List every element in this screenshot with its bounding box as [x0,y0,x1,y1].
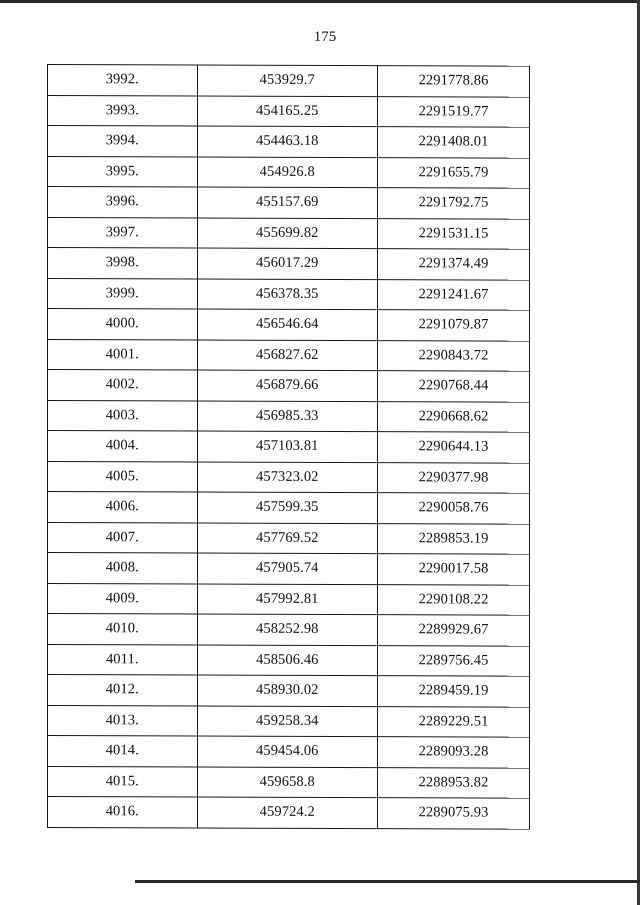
y-coordinate-cell: 2290644.13 [378,432,530,463]
y-coordinate-cell: 2290768.44 [378,371,530,402]
y-coordinate-cell: 2290843.72 [378,340,530,371]
y-coordinate-cell: 2291531.15 [378,218,530,249]
point-number-cell: 4007. [48,522,198,553]
x-coordinate-cell: 453929.7 [197,65,378,96]
table-row [48,278,530,310]
y-coordinate-cell: 2289229.51 [378,706,530,737]
y-coordinate-cell: 2289853.19 [378,523,530,554]
y-coordinate-cell: 2289756.45 [378,645,530,676]
scan-edge-top [0,0,640,3]
table-row [48,339,530,371]
x-coordinate-cell: 456546.64 [197,309,378,340]
table-row [48,766,530,798]
coordinate-table [47,64,530,829]
point-number-cell: 4013. [48,705,198,736]
y-coordinate-cell: 2290108.22 [378,584,530,615]
y-coordinate-cell: 2289929.67 [378,615,530,646]
table-row [48,797,530,829]
table-row [48,675,530,707]
table-row [48,126,530,158]
point-number-cell: 4011. [48,644,198,675]
point-number-cell: 4006. [48,492,198,523]
y-coordinate-cell: 2291519.77 [378,96,530,127]
x-coordinate-cell: 457769.52 [197,523,378,554]
x-coordinate-cell: 457992.81 [197,584,378,615]
table-row [48,583,530,615]
point-number-cell: 3993. [48,95,198,126]
point-number-cell: 3996. [48,187,198,218]
point-number-cell: 4014. [48,736,198,767]
table-row [48,461,530,493]
x-coordinate-cell: 454463.18 [197,126,378,157]
point-number-cell: 4008. [48,553,198,584]
table-row [48,492,530,524]
x-coordinate-cell: 454165.25 [197,96,378,127]
x-coordinate-cell: 457905.74 [197,553,378,584]
y-coordinate-cell: 2291655.79 [378,157,530,188]
x-coordinate-cell: 457103.81 [197,431,378,462]
table-row [48,736,530,768]
table-row [48,187,530,219]
y-coordinate-cell: 2291778.86 [378,66,530,97]
point-number-cell: 3995. [48,156,198,187]
point-number-cell: 4010. [48,614,198,645]
x-coordinate-cell: 455157.69 [197,187,378,218]
point-number-cell: 4016. [48,797,198,828]
coordinate-table-body [48,65,530,829]
y-coordinate-cell: 2291792.75 [378,188,530,219]
x-coordinate-cell: 456378.35 [197,279,378,310]
table-row [48,370,530,402]
table-row [48,644,530,676]
y-coordinate-cell: 2289093.28 [378,737,530,768]
point-number-cell: 4001. [48,339,198,370]
x-coordinate-cell: 459724.2 [197,797,378,828]
point-number-cell: 4002. [48,370,198,401]
y-coordinate-cell: 2291408.01 [378,127,530,158]
table-row [48,614,530,646]
x-coordinate-cell: 457599.35 [197,492,378,523]
point-number-cell: 4004. [48,431,198,462]
table-row [48,65,530,97]
y-coordinate-cell: 2291241.67 [378,279,530,310]
point-number-cell: 3992. [48,65,198,96]
y-coordinate-cell: 2290377.98 [378,462,530,493]
x-coordinate-cell: 456827.62 [197,340,378,371]
table-row [48,156,530,188]
table-row [48,95,530,127]
table-row [48,553,530,585]
table-row [48,705,530,737]
x-coordinate-cell: 459258.34 [197,706,378,737]
scan-edge-bottom [135,880,640,883]
point-number-cell: 4012. [48,675,198,706]
y-coordinate-cell: 2291374.49 [378,249,530,280]
x-coordinate-cell: 457323.02 [197,462,378,493]
y-coordinate-cell: 2289075.93 [378,798,530,829]
point-number-cell: 3994. [48,126,198,157]
point-number-cell: 4009. [48,583,198,614]
point-number-cell: 4005. [48,461,198,492]
point-number-cell: 3999. [48,278,198,309]
point-number-cell: 4015. [48,766,198,797]
x-coordinate-cell: 459658.8 [197,767,378,798]
x-coordinate-cell: 454926.8 [197,157,378,188]
table-row [48,248,530,280]
y-coordinate-cell: 2289459.19 [378,676,530,707]
table-row [48,217,530,249]
y-coordinate-cell: 2290668.62 [378,401,530,432]
table-row [48,309,530,341]
x-coordinate-cell: 456985.33 [197,401,378,432]
x-coordinate-cell: 458930.02 [197,675,378,706]
table-row [48,431,530,463]
x-coordinate-cell: 456017.29 [197,248,378,279]
x-coordinate-cell: 455699.82 [197,218,378,249]
table-row [48,400,530,432]
x-coordinate-cell: 458506.46 [197,645,378,676]
point-number-cell: 4003. [48,400,198,431]
point-number-cell: 4000. [48,309,198,340]
table-row [48,522,530,554]
point-number-cell: 3997. [48,217,198,248]
y-coordinate-cell: 2288953.82 [378,767,530,798]
y-coordinate-cell: 2290058.76 [378,493,530,524]
point-number-cell: 3998. [48,248,198,279]
x-coordinate-cell: 459454.06 [197,736,378,767]
x-coordinate-cell: 458252.98 [197,614,378,645]
y-coordinate-cell: 2290017.58 [378,554,530,585]
y-coordinate-cell: 2291079.87 [378,310,530,341]
page-number: 175 [313,29,337,45]
x-coordinate-cell: 456879.66 [197,370,378,401]
